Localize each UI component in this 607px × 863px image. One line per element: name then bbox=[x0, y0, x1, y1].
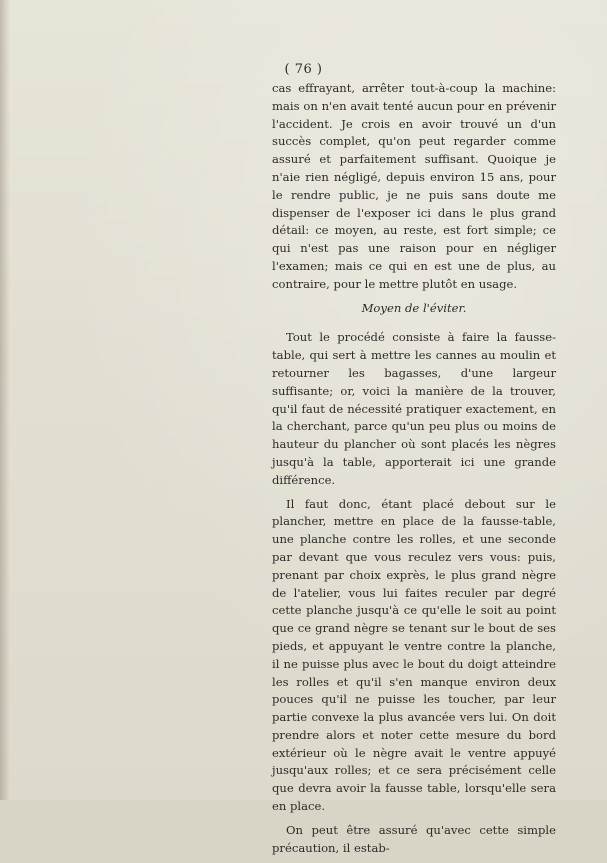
paragraph-2: Tout le procédé consiste à faire la fausse-table, qui sert à mettre les cannes au moulin et retourner les bagasses, d'une largeur suffisante; or, voici la manière de la trouver, qu'il faut de nécessité pratiquer exactement, en la cherchant, parce qu'un peu plus ou moins de hauteur du plancher où sont placés les nègres jusqu'à la table, apporterait ici une grande différence. bbox=[272, 330, 556, 487]
paragraph-1: cas effrayant, arrêter tout-à-coup la machine: mais on n'en avait tenté aucun pour en prévenir l'accident. Je crois en avoir trouvé un d'un succès complet, qu'on peut regarder comme assuré et parfaitement suffisant. Quoique je n'aie rien négligé, depuis environ 15 ans, pour le rendre public, je ne puis sans doute me dispenser de l'exposer ici dans le plus grand détail: ce moyen, au reste, est fort simple; ce qui n'est pas une raison pour en négliger l'examen; mais ce qui en est une de plus, au contraire, pour le mettre plutôt en usage. bbox=[272, 81, 556, 291]
section-heading: Moyen de l'éviter. bbox=[361, 300, 467, 315]
page-edge-shadow bbox=[0, 0, 10, 800]
page-text bbox=[272, 80, 556, 863]
page-number: ( 76 ) bbox=[284, 62, 323, 77]
paragraph-3: Il faut donc, étant placé debout sur le plancher, mettre en place de la fausse-table, une planche contre les rolles, et une seconde par devant que vous reculez vers vous: puis, prenant par choix exprès, le plus grand nègre de l'atelier, vous lui faites reculer par degré cette planche jusqu'à ce qu'elle le soit au point que ce grand nègre se tenant sur le bout de ses pieds, et appuyant le ventre contre la planche, il ne puisse plus avec le bout du doigt atteindre les rolles et qu'il s'en manque environ deux pouces qu'il ne puisse les toucher, par leur partie convexe la plus avancée vers lui. On doit prendre alors et noter cette mesure du bord extérieur où le nègre avait le ventre appuyé jusqu'aux rolles; et ce sera précisément celle que devra avoir la fausse table, lorsqu'elle sera en place. bbox=[272, 496, 556, 814]
paragraph-4: On peut être assuré qu'avec cette simple précaution, il estab- bbox=[272, 822, 556, 855]
